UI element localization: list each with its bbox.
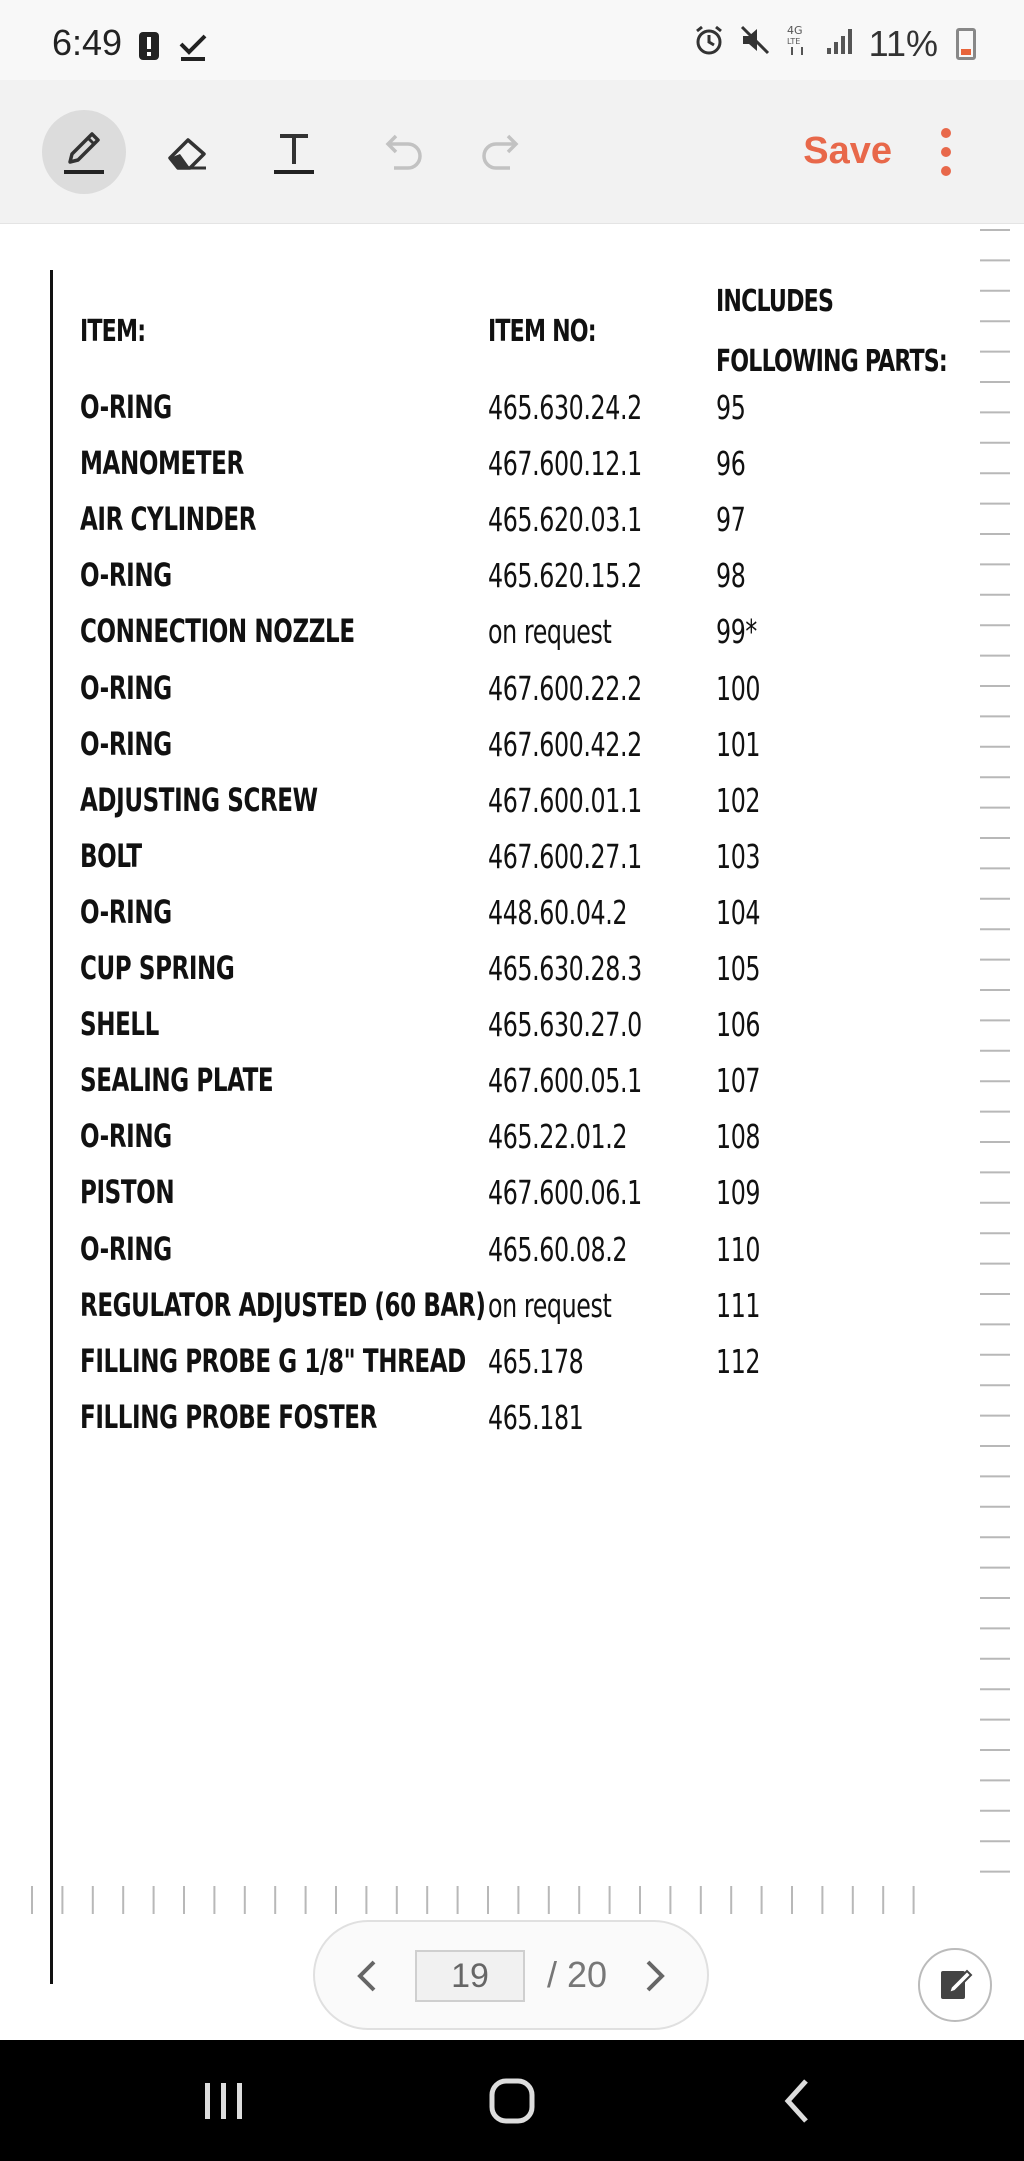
item-name-cell: AIR CYLINDER <box>80 500 257 539</box>
status-time: 6:49 <box>52 22 123 63</box>
item-name-cell: O-RING <box>80 668 172 707</box>
table-row <box>80 1061 980 1117</box>
item-name-cell: O-RING <box>80 388 172 426</box>
header-following-parts: FOLLOWING PARTS: <box>716 344 947 379</box>
part-number-cell: 95 <box>716 388 746 427</box>
page-total: / 20 <box>547 1954 608 1995</box>
signal-icon <box>825 23 855 65</box>
task-done-icon <box>178 30 208 67</box>
part-number-cell: 110 <box>716 1229 761 1269</box>
table-row <box>80 1117 980 1173</box>
text-icon <box>266 124 322 180</box>
item-name-cell: SHELL <box>80 1005 159 1044</box>
table-row <box>80 388 980 444</box>
edit-pdf-button[interactable] <box>918 1948 992 2022</box>
item-number-cell: 465.181 <box>488 1397 584 1437</box>
item-number-cell: 465.620.15.2 <box>488 556 642 596</box>
back-icon <box>778 2077 818 2125</box>
item-name-cell: O-RING <box>80 1117 172 1156</box>
part-number-cell: 103 <box>716 836 761 876</box>
header-includes: INCLUDES <box>716 284 834 319</box>
table-row <box>80 1230 980 1286</box>
item-number-cell: 465.630.24.2 <box>488 388 642 427</box>
status-bar <box>0 0 1024 80</box>
undo-button[interactable] <box>358 110 442 194</box>
item-number-cell: on request <box>488 1285 612 1325</box>
network-type-icon <box>785 22 811 65</box>
table-row <box>80 1342 980 1398</box>
item-name-cell: O-RING <box>80 724 172 763</box>
part-number-cell: 99* <box>716 612 757 652</box>
part-number-cell: 101 <box>716 724 761 764</box>
battery-percent: 11% <box>868 22 938 64</box>
table-row <box>80 669 980 725</box>
item-number-cell: on request <box>488 612 612 652</box>
item-number-cell: 465.22.01.2 <box>488 1117 628 1157</box>
annotation-toolbar <box>0 80 1024 224</box>
item-name-cell: BOLT <box>80 836 142 875</box>
item-name-cell: O-RING <box>80 892 172 931</box>
item-name-cell: CUP SPRING <box>80 949 235 987</box>
table-row <box>80 837 980 893</box>
item-name-cell: ADJUSTING SCREW <box>80 780 318 819</box>
undo-icon <box>372 124 428 180</box>
part-number-cell: 112 <box>716 1341 761 1381</box>
part-number-cell: 97 <box>716 500 746 540</box>
item-number-cell: 467.600.05.1 <box>488 1061 642 1101</box>
home-icon <box>487 2076 537 2126</box>
part-number-cell: 104 <box>716 892 761 932</box>
part-number-cell: 108 <box>716 1117 761 1157</box>
table-row <box>80 444 980 500</box>
item-number-cell: 465.630.27.0 <box>488 1005 642 1045</box>
part-number-cell: 111 <box>716 1285 761 1325</box>
table-row <box>80 1398 980 1454</box>
item-name-cell: PISTON <box>80 1173 175 1212</box>
part-number-cell: 96 <box>716 444 746 484</box>
eraser-tool-button[interactable] <box>146 110 230 194</box>
item-number-cell: 465.620.03.1 <box>488 500 642 540</box>
alert-notification-icon <box>138 30 160 67</box>
mute-icon <box>739 23 771 65</box>
table-row <box>80 500 980 556</box>
alarm-icon <box>693 23 725 65</box>
table-row <box>80 893 980 949</box>
item-number-cell: 467.600.22.2 <box>488 668 642 708</box>
table-row <box>80 1173 980 1229</box>
redo-button[interactable] <box>462 110 546 194</box>
part-number-cell: 105 <box>716 949 761 988</box>
chevron-right-icon <box>640 1958 670 1994</box>
item-number-cell: 467.600.27.1 <box>488 836 642 876</box>
table-row <box>80 949 980 1005</box>
table-row <box>80 1286 980 1342</box>
item-number-cell: 467.600.12.1 <box>488 444 642 484</box>
status-notification-icons <box>138 30 208 67</box>
eraser-icon <box>160 124 216 180</box>
page-number-input[interactable]: 19 <box>415 1950 525 2002</box>
item-number-cell: 467.600.42.2 <box>488 724 642 764</box>
table-row <box>80 725 980 781</box>
previous-page-button[interactable] <box>341 1950 393 2002</box>
table-row <box>80 612 980 668</box>
battery-icon <box>956 28 976 60</box>
vertical-ruler <box>978 228 1012 1878</box>
recent-apps-icon <box>199 2079 249 2123</box>
header-item: ITEM: <box>80 314 146 349</box>
back-button[interactable] <box>758 2068 838 2134</box>
pen-icon <box>56 124 112 180</box>
svg-text:LTE: LTE <box>786 37 800 46</box>
header-item-no: ITEM NO: <box>488 314 596 349</box>
item-name-cell: MANOMETER <box>80 444 244 483</box>
more-options-icon[interactable] <box>936 128 956 176</box>
item-name-cell: FILLING PROBE FOSTER <box>80 1397 377 1436</box>
table-row <box>80 556 980 612</box>
pen-tool-button[interactable] <box>42 110 126 194</box>
horizontal-ruler <box>28 1884 928 1918</box>
item-name-cell: FILLING PROBE G 1/8" THREAD <box>80 1341 466 1380</box>
part-number-cell: 107 <box>716 1061 761 1101</box>
status-right-icons <box>693 22 976 65</box>
item-number-cell: 465.630.28.3 <box>488 949 642 988</box>
edit-document-icon <box>935 1965 975 2005</box>
item-number-cell: 467.600.06.1 <box>488 1173 642 1213</box>
recent-apps-button[interactable] <box>184 2068 264 2134</box>
part-number-cell: 109 <box>716 1173 761 1213</box>
text-tool-button[interactable] <box>252 110 336 194</box>
save-button[interactable]: Save <box>803 130 892 172</box>
table-row <box>80 781 980 837</box>
part-number-cell: 100 <box>716 668 761 708</box>
item-number-cell: 467.600.01.1 <box>488 780 642 820</box>
page-navigator <box>313 1920 709 2030</box>
item-name-cell: REGULATOR ADJUSTED (60 BAR) <box>80 1285 486 1324</box>
item-name-cell: O-RING <box>80 1229 172 1268</box>
page-left-border <box>50 270 53 1984</box>
item-name-cell: SEALING PLATE <box>80 1061 274 1100</box>
next-page-button[interactable] <box>629 1950 681 2002</box>
item-number-cell: 465.178 <box>488 1341 584 1381</box>
part-number-cell: 102 <box>716 780 761 820</box>
item-number-cell: 448.60.04.2 <box>488 892 628 932</box>
home-button[interactable] <box>472 2068 552 2134</box>
item-name-cell: CONNECTION NOZZLE <box>80 612 355 651</box>
svg-text:4G: 4G <box>786 24 803 37</box>
part-number-cell: 106 <box>716 1005 761 1045</box>
part-number-cell: 98 <box>716 556 746 596</box>
item-name-cell: O-RING <box>80 556 172 595</box>
table-row <box>80 1005 980 1061</box>
chevron-left-icon <box>352 1958 382 1994</box>
item-number-cell: 465.60.08.2 <box>488 1229 628 1269</box>
system-navigation-bar <box>0 2040 1024 2161</box>
redo-icon <box>476 124 532 180</box>
